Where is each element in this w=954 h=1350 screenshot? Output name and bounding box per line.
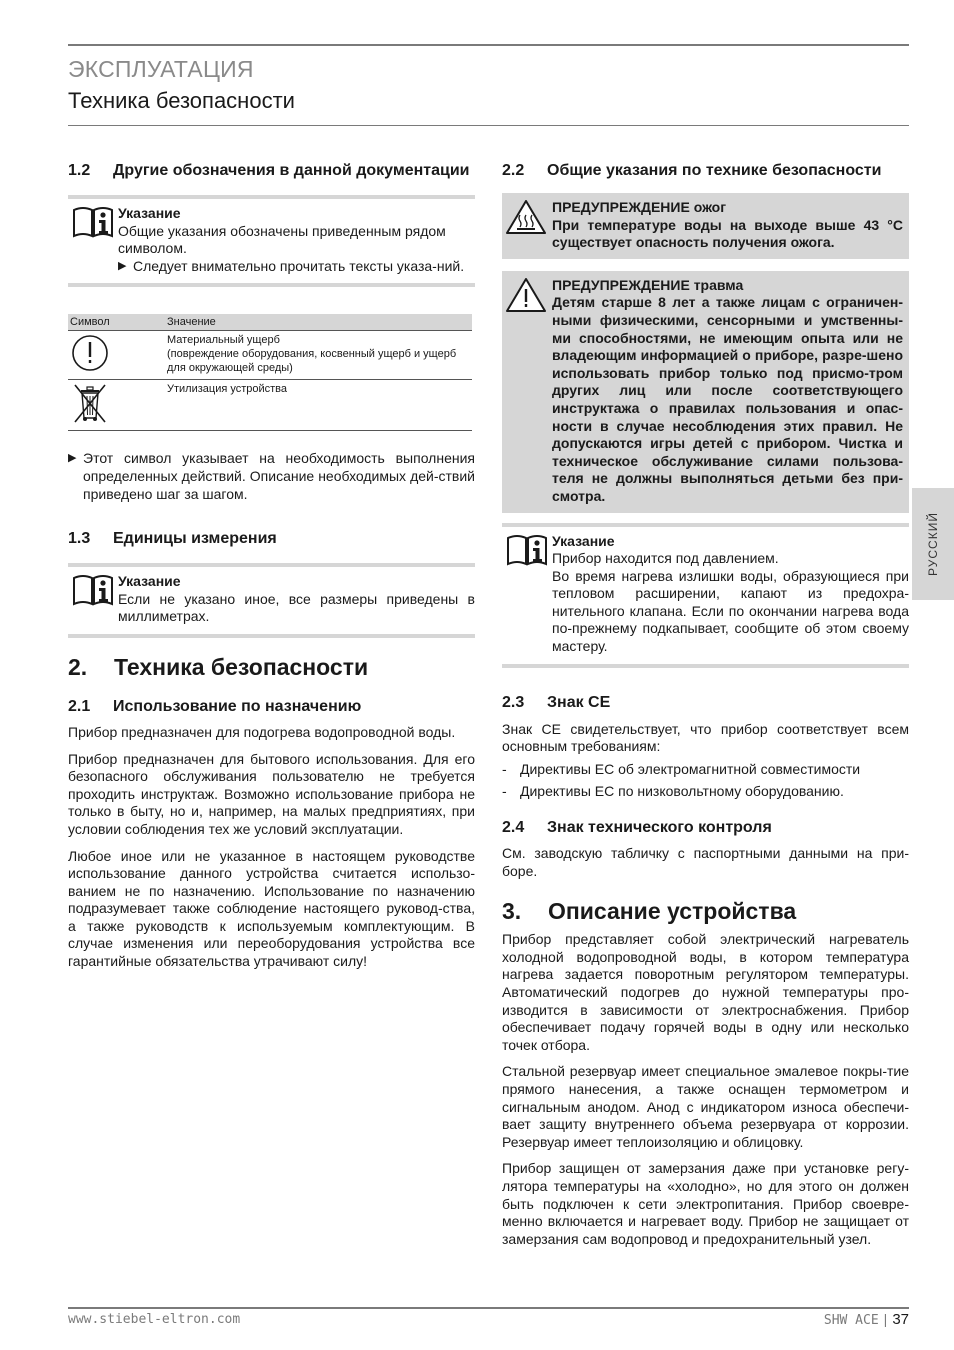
note-box bbox=[68, 563, 475, 638]
note-bullet-text: Следует внимательно прочитать тексты указа-ний. bbox=[133, 257, 465, 274]
action-bullet-text: Этот символ указывает на необходимость выполнения определенных действий. Описание необходимых дей-ствий приведено шаг за шагом. bbox=[83, 450, 475, 502]
action-bullet bbox=[68, 450, 475, 503]
list-item-text: Директивы ЕС об электромагнитной совместимости bbox=[520, 760, 861, 777]
warning-text: Детям старше 8 лет а также лицам с ограничен-ными физическими, сенсорными и умственны-ми способностями, не имеющим опыта или не владеющим информацией о приборе, разре-шено использовать прибор только под присмо-тром других лиц или после соответствующего инструктажа о правилах пользования и опас-ности в случае несоблюдения этих правил. Не допускаются игры детей с прибором. Чистка и техническое обслуживание силами пользова-теля не должны выполняться детьми без при-смотра. bbox=[552, 294, 903, 504]
footer-model: SHW ACE bbox=[823, 1313, 879, 1328]
section-2-heading bbox=[68, 652, 475, 682]
section-title: Общие указания по технике безопасности bbox=[547, 162, 882, 179]
disposal-bin-crossed-icon bbox=[70, 382, 110, 424]
footer-url: www.stiebel-eltron.com bbox=[68, 1312, 241, 1327]
paragraph: Прибор защищен от замерзания даже при установке регу-лятора температуры на «холодно», но для этого он должен быть подключен к сети электропитания. Прибор своевре-менно включается и нагревает воду. Прибор не защищает от замерзания сам водопровод и предохранительный узел. bbox=[502, 1160, 909, 1247]
left-column bbox=[68, 160, 475, 971]
section-title: Знак технического контроля bbox=[547, 819, 772, 837]
warning-text: При температуре воды на выходе выше 43 °C существует опасность получения ожога. bbox=[552, 216, 903, 251]
section-number: 2.2 bbox=[502, 162, 525, 179]
list-item: - Директивы ЕС об электромагнитной совместимости bbox=[502, 760, 861, 777]
warning-box-burn bbox=[502, 193, 909, 259]
section-title: Другие обозначения в данной документации bbox=[113, 162, 470, 179]
table-cell-meaning-detail: (повреждение оборудования, косвенный ущерб и ущерб для окружающей среды) bbox=[167, 348, 457, 375]
note-box bbox=[68, 195, 475, 287]
language-tab bbox=[912, 488, 954, 600]
section-number: 3. bbox=[502, 898, 522, 925]
info-book-icon bbox=[72, 574, 114, 608]
action-triangle-icon: ▶ bbox=[118, 259, 127, 272]
warning-title: ПРЕДУПРЕЖДЕНИЕ травма bbox=[552, 276, 744, 293]
section-number: 1.2 bbox=[68, 162, 91, 179]
section-1-3-heading bbox=[68, 528, 475, 550]
section-2-1-heading bbox=[68, 696, 475, 718]
hot-surface-warning-icon bbox=[505, 199, 547, 235]
note-text-line: Прибор находится под давлением. bbox=[552, 550, 779, 567]
note-bullet bbox=[118, 258, 475, 276]
paragraph: Прибор предназначен для бытового использования. Для его безопасного обслуживания пользователю не требуется проходить инструктаж. Возможно использование прибора не только в быту, но и, например, на малых предприятиях, при условии соблюдения тех же условий эксплуатации. bbox=[68, 750, 475, 837]
table-row bbox=[68, 331, 472, 380]
warning-box-injury bbox=[502, 271, 909, 513]
section-number: 2.1 bbox=[68, 697, 91, 715]
exclamation-circle-icon bbox=[70, 333, 110, 373]
section-number: 2.3 bbox=[502, 693, 525, 711]
paragraph: Стальной резервуар имеет специальное эмалевое покры-тие прямого нанесения, а также оснащен термометром и сигнальным анодом. Анод с индикатором износа обеспечи-вает защиту внутреннего объема резервуара от коррозии. Резервуар имеет теплоизоляцию и облицовку. bbox=[502, 1063, 909, 1150]
header-subsection-title: Техника безопасности bbox=[68, 88, 295, 113]
header-rule-bottom bbox=[68, 125, 909, 126]
language-tab-label: РУССКИЙ bbox=[926, 512, 940, 576]
note-text: Если не указано иное, все размеры приведены в миллиметрах. bbox=[118, 590, 475, 625]
paragraph: См. заводскую табличку с паспортными данными на при-боре. bbox=[502, 845, 909, 879]
table-cell-meaning: Утилизация устройства bbox=[165, 380, 472, 431]
info-book-icon bbox=[72, 206, 114, 240]
action-triangle-icon: ▶ bbox=[68, 452, 77, 465]
table-header-meaning: Значение bbox=[165, 314, 472, 331]
section-title: Описание устройства bbox=[548, 898, 797, 925]
table-row bbox=[68, 380, 472, 431]
section-title: Техника безопасности bbox=[114, 653, 369, 680]
note-box bbox=[502, 523, 909, 668]
paragraph: Любое иное или не указанное в настоящем руководстве использование данного устройства считается использо-ванием не по назначению. Использование по назначению подразумевает также соблюдение настоящего руковод-ства, а также руководств к используемым комплектующим. В случае изменения или переоборудования устройства все гарантийные обязательства утрачивают силу! bbox=[68, 847, 475, 970]
list-item: - Директивы ЕС по низковольтному оборудованию. bbox=[502, 783, 844, 800]
section-number: 2.4 bbox=[502, 819, 525, 837]
note-title: Указание bbox=[552, 532, 615, 549]
section-2-4-heading bbox=[502, 817, 909, 839]
right-column bbox=[502, 160, 909, 1248]
section-number: 1.3 bbox=[68, 530, 91, 548]
note-title: Указание bbox=[118, 205, 181, 221]
note-text: Общие указания обозначены приведенным рядом символом. bbox=[118, 222, 446, 257]
symbol-table bbox=[68, 314, 472, 431]
list-item-text: Директивы ЕС по низковольтному оборудованию. bbox=[520, 783, 844, 800]
section-title: Знак CE bbox=[547, 693, 611, 711]
section-title: Использование по назначению bbox=[113, 697, 362, 715]
warning-triangle-icon bbox=[505, 277, 547, 313]
paragraph: Прибор представляет собой электрический нагреватель холодной водопроводной воды, в котором температура нагрева задается поворотным регулятором температуры. Автоматический подогрев до нужной температуры про-изводится в зависимости от электроснабжения. Прибор обеспечивает подачу горячей воды в одну или несколько точек отбора. bbox=[502, 931, 909, 1053]
note-text: Во время нагрева излишки воды, образующиеся при тепловом расширении, капают из предохра-нительного клапана. Если по окончании нагрева вода по-прежнему подкапывает, сообщите об этом своему мастеру. bbox=[552, 567, 909, 655]
header-rule-top bbox=[68, 44, 909, 46]
table-cell-meaning: Материальный ущерб bbox=[167, 334, 280, 347]
section-1-2-heading bbox=[68, 160, 475, 182]
note-title: Указание bbox=[118, 573, 181, 590]
section-2-3-heading bbox=[502, 692, 909, 714]
footer-page-info: SHW ACE | 37 bbox=[823, 1311, 909, 1328]
table-header-symbol: Символ bbox=[68, 314, 165, 331]
section-3-heading bbox=[502, 896, 909, 926]
section-number: 2. bbox=[68, 653, 88, 680]
warning-title: ПРЕДУПРЕЖДЕНИЕ ожог bbox=[552, 199, 727, 215]
footer-rule bbox=[68, 1307, 909, 1309]
section-2-2-heading bbox=[502, 160, 909, 182]
page-number: 37 bbox=[892, 1311, 909, 1328]
paragraph: Знак CE свидетельствует, что прибор соответствует всем основным требованиям: bbox=[502, 720, 909, 755]
header-section-title: ЭКСПЛУАТАЦИЯ bbox=[68, 56, 254, 82]
paragraph: Прибор предназначен для подогрева водопроводной воды. bbox=[68, 723, 456, 740]
info-book-icon bbox=[506, 534, 548, 568]
section-title: Единицы измерения bbox=[113, 530, 277, 548]
